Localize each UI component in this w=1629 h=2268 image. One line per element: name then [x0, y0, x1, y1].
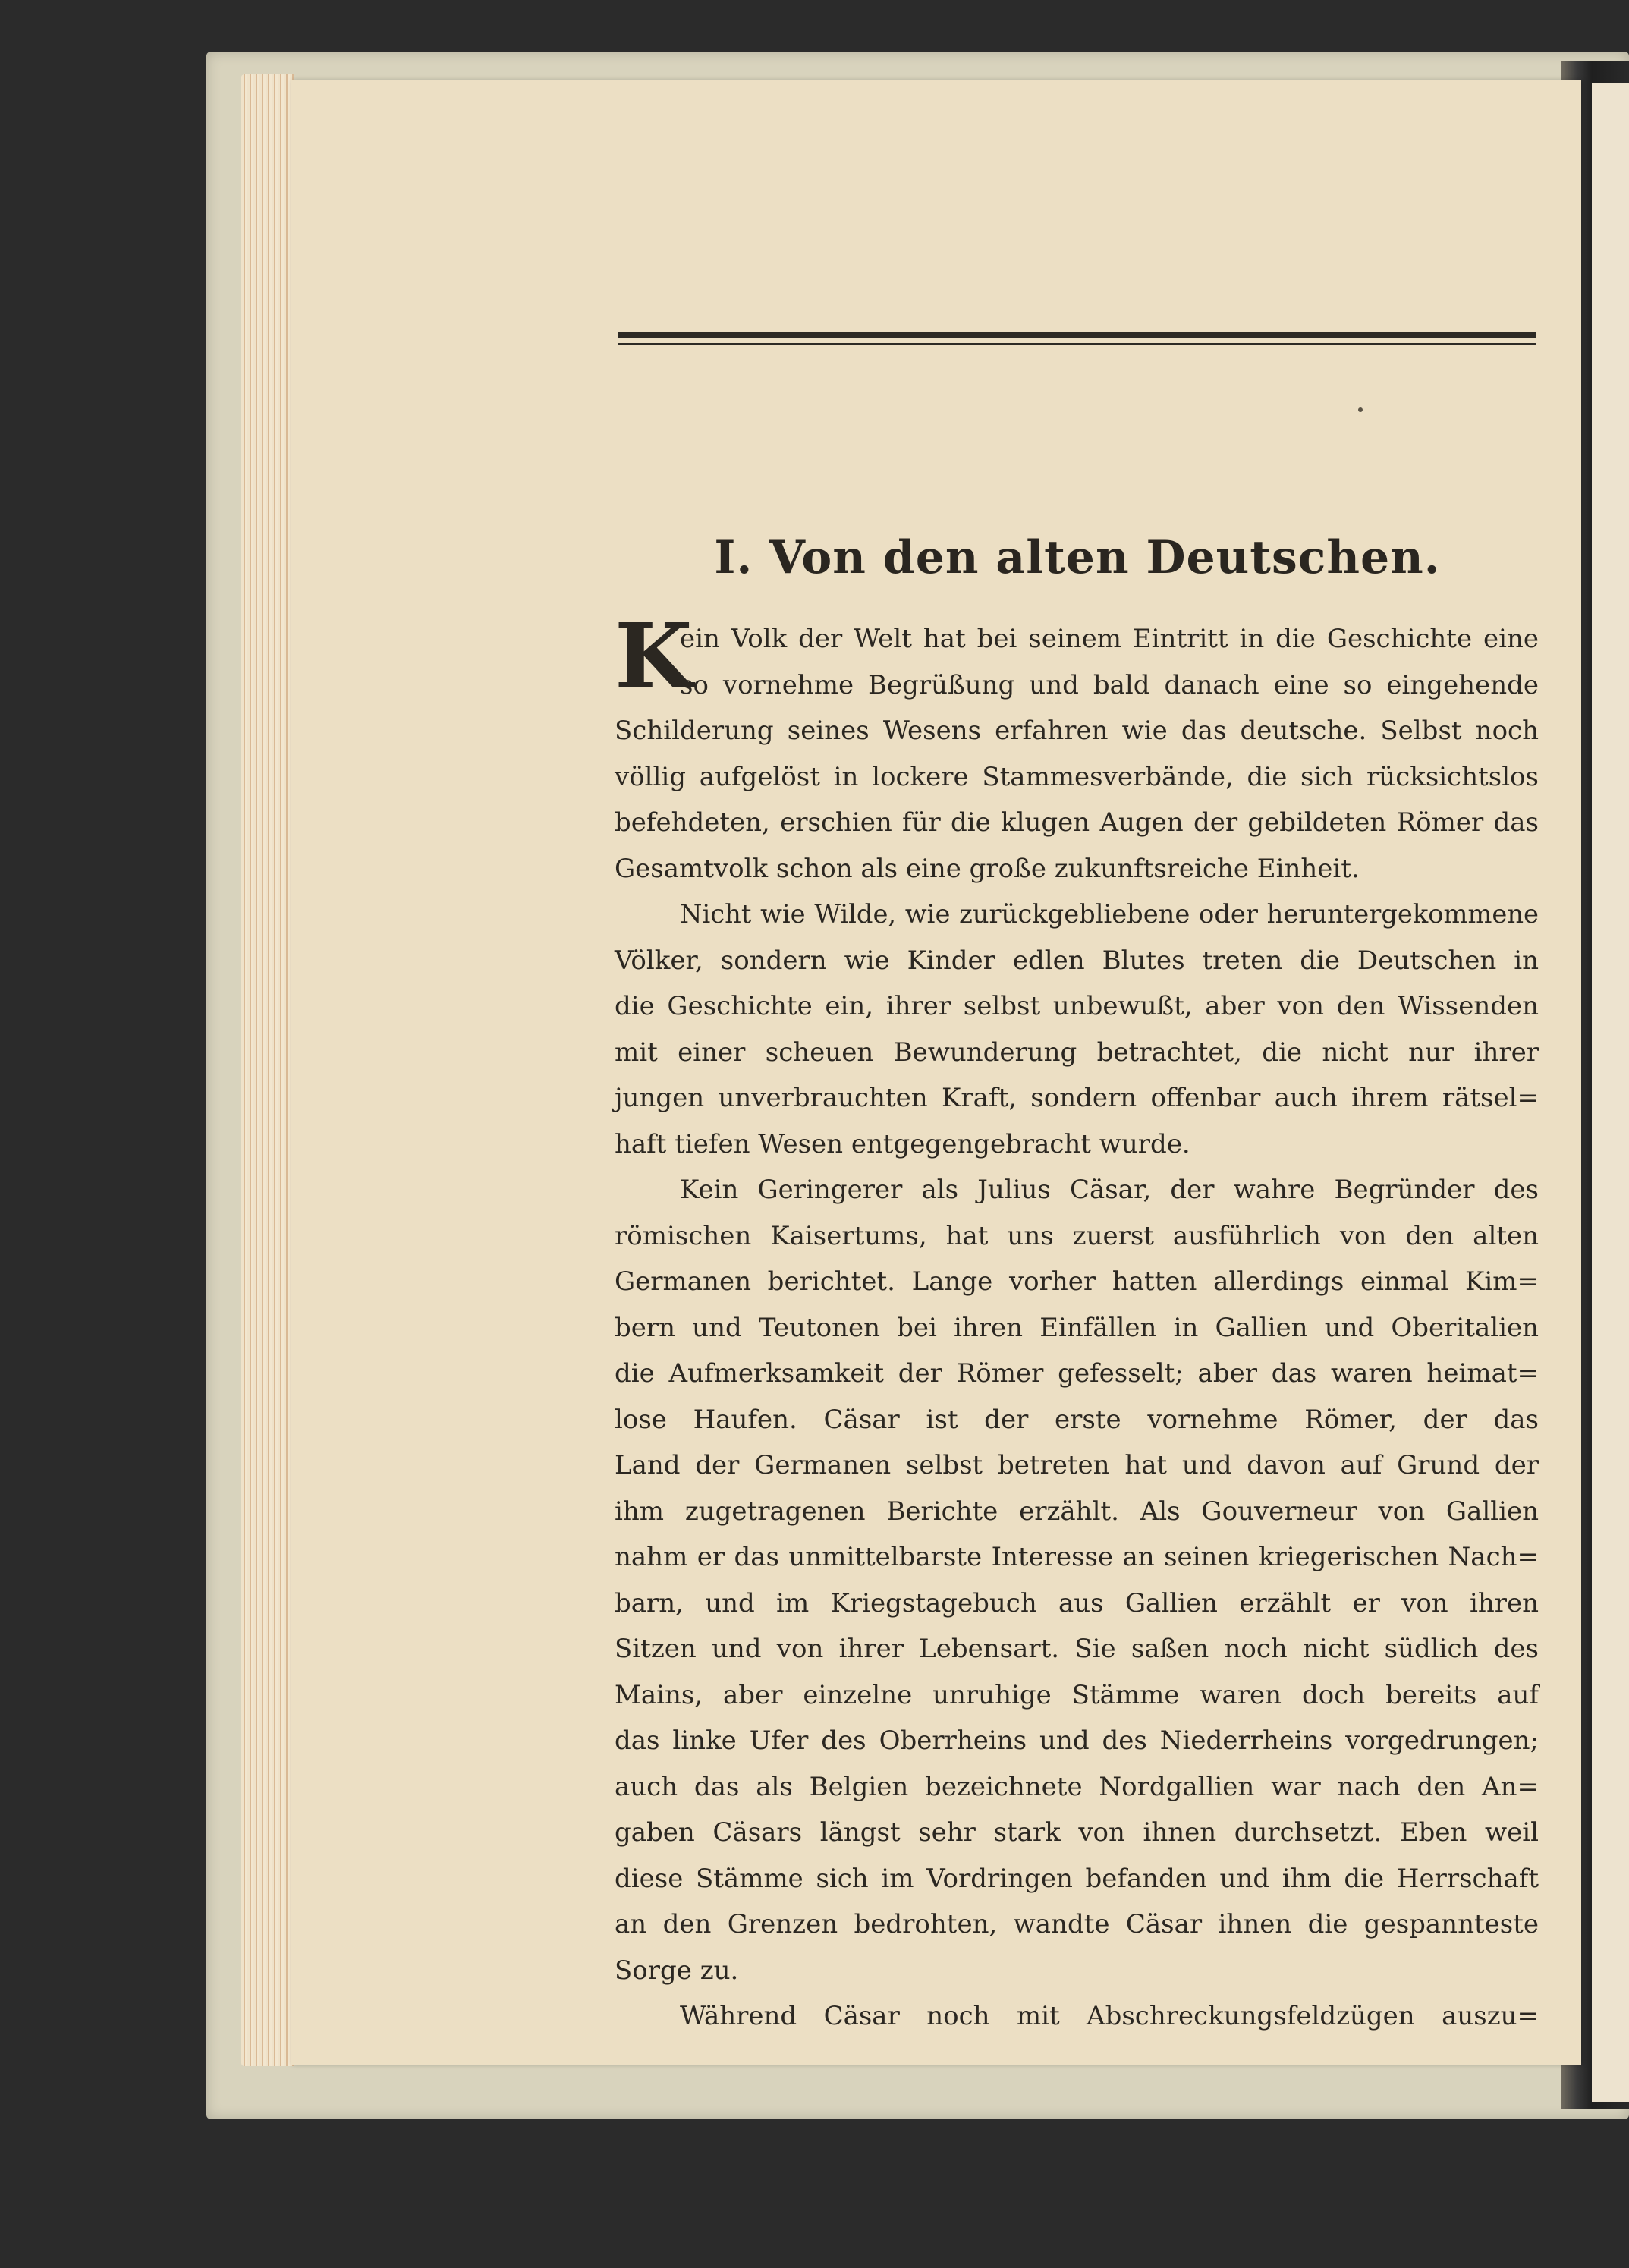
text-line: Sorge zu.	[615, 1955, 739, 1986]
text-line: die Geschichte ein, ihrer selbst unbewußt, aber von den Wissenden	[615, 991, 1539, 1021]
adjacent-page-edge	[1592, 83, 1629, 2102]
paper-speck	[1358, 407, 1363, 412]
text-line: mit einer scheuen Bewunderung betrachtet, die nicht nur ihrer	[615, 1036, 1539, 1068]
text-line: Völker, sondern wie Kinder edlen Blutes treten die Deutschen in	[615, 945, 1539, 976]
text-line: lose Haufen. Cäsar ist der erste vornehme Römer, der das	[615, 1404, 1539, 1435]
text-line: so vornehme Begrüßung und bald danach eine so eingehende	[680, 669, 1539, 700]
chapter-rule-thin	[618, 343, 1536, 345]
body-text	[615, 616, 1539, 2040]
text-line: Nicht wie Wilde, wie zurückgebliebene oder heruntergekommene	[680, 899, 1539, 929]
text-line: befehdeten, erschien für die klugen Augen der gebildeten Römer das	[615, 807, 1539, 838]
text-line: Mains, aber einzelne unruhige Stämme waren doch bereits auf	[615, 1679, 1539, 1710]
text-line: Kein Geringerer als Julius Cäsar, der wahre Begründer des	[680, 1175, 1539, 1205]
text-line: ein Volk der Welt hat bei seinem Eintritt in die Geschichte eine	[680, 624, 1539, 654]
text-line: Germanen berichtet. Lange vorher hatten allerdings einmal Kim=	[615, 1266, 1539, 1297]
text-line: Schilderung seines Wesens erfahren wie das deutsche. Selbst noch	[615, 716, 1539, 746]
text-line: nahm er das unmittelbarste Interesse an seinen kriegerischen Nach=	[615, 1542, 1539, 1572]
text-line: völlig aufgelöst in lockere Stammesverbände, die sich rücksichtslos	[615, 761, 1539, 792]
text-line: auch das als Belgien bezeichnete Nordgallien war nach den An=	[615, 1771, 1539, 1802]
text-line: das linke Ufer des Oberrheins und des Niederrheins vorgedrungen;	[615, 1725, 1539, 1756]
text-line: Land der Germanen selbst betreten hat und davon auf Grund der	[615, 1450, 1539, 1480]
text-line: an den Grenzen bedrohten, wandte Cäsar ihnen die gespannteste	[615, 1909, 1539, 1939]
text-line: bern und Teutonen bei ihren Einfällen in Gallien und Oberitalien	[615, 1312, 1539, 1343]
chapter-rule-thick	[618, 332, 1536, 338]
text-line: Gesamtvolk schon als eine große zukunftsreiche Einheit.	[615, 853, 1360, 884]
page-edges	[241, 74, 294, 2066]
text-line: gaben Cäsars längst sehr stark von ihnen durchsetzt. Eben weil	[615, 1817, 1539, 1848]
text-line: ihm zugetragenen Berichte erzählt. Als Gouverneur von Gallien	[615, 1496, 1539, 1527]
text-line: Während Cäsar noch mit Abschreckungsfeldzügen auszu=	[680, 2001, 1539, 2031]
text-line: haft tiefen Wesen entgegengebracht wurde.	[615, 1128, 1190, 1159]
text-line: jungen unverbrauchten Kraft, sondern offenbar auch ihrem rätsel=	[615, 1083, 1539, 1113]
text-line: Sitzen und von ihrer Lebensart. Sie saßen noch nicht südlich des	[615, 1634, 1539, 1664]
drop-cap: K	[615, 603, 693, 709]
chapter-title: I. Von den alten Deutschen.	[714, 531, 1441, 584]
text-line: diese Stämme sich im Vordringen befanden und ihm die Herrschaft	[615, 1863, 1539, 1894]
text-line: barn, und im Kriegstagebuch aus Gallien erzählt er von ihren	[615, 1587, 1539, 1618]
text-line: die Aufmerksamkeit der Römer gefesselt; aber das waren heimat=	[615, 1358, 1539, 1389]
text-line: römischen Kaisertums, hat uns zuerst ausführlich von den alten	[615, 1220, 1539, 1251]
